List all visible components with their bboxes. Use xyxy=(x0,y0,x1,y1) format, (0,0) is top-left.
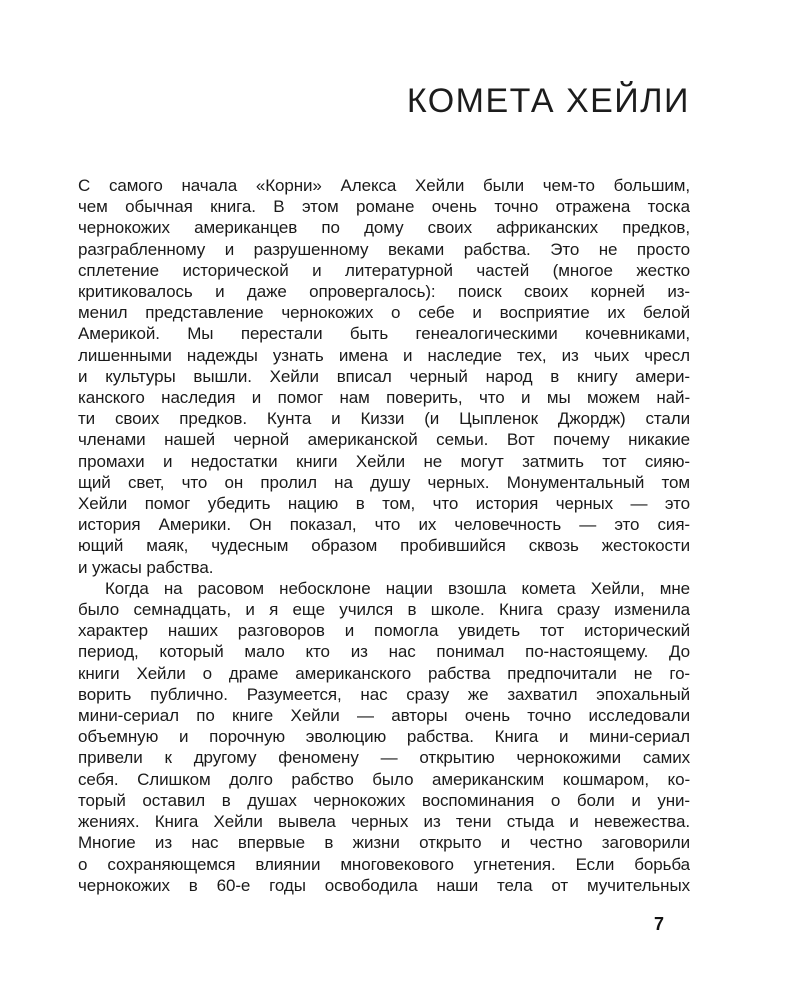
text-line: Хейли помог убедить нацию в том, что история черных — это xyxy=(78,494,690,514)
text-line: было семнадцать, и я еще учился в школе. Книга сразу изменила xyxy=(78,600,690,620)
text-line: разграбленному и разрушенному веками рабства. Это не просто xyxy=(78,239,690,259)
text-line: сплетение исторической и литературной частей (многое жестко xyxy=(78,260,690,280)
text-line: ворить публично. Разумеется, нас сразу же захватил эпохальный xyxy=(78,684,690,704)
text-line: мини-сериал по книге Хейли — авторы очень точно исследовали xyxy=(78,706,690,726)
text-line: себя. Слишком долго рабство было американским кошмаром, ко- xyxy=(78,769,690,789)
text-line: менил представление чернокожих о себе и восприятие их белой xyxy=(78,303,690,323)
text-line: о сохраняющемся влиянии многовекового угнетения. Если борьба xyxy=(78,854,690,874)
text-line: ющий маяк, чудесным образом пробившийся сквозь жестокости xyxy=(78,536,690,556)
body-text xyxy=(78,175,690,896)
text-line: торый оставил в душах чернокожих воспоминания о боли и уни- xyxy=(78,790,690,810)
paragraph xyxy=(78,175,690,578)
page-number: 7 xyxy=(653,914,664,934)
text-line: жениях. Книга Хейли вывела черных из тени стыда и невежества. xyxy=(78,812,690,832)
text-line: Америкой. Мы перестали быть генеалогическими кочевниками, xyxy=(78,324,690,344)
text-line: объемную и порочную эволюцию рабства. Книга и мини-сериал xyxy=(78,727,690,747)
text-line: история Америки. Он показал, что их человечность — это сия- xyxy=(78,515,690,535)
text-line: и ужасы рабства. xyxy=(78,557,214,577)
text-line: Многие из нас впервые в жизни открыто и честно заговорили xyxy=(78,833,690,853)
text-line: С самого начала «Корни» Алекса Хейли были чем-то большим, xyxy=(78,176,690,195)
text-line: чернокожих американцев по дому своих африканских предков, xyxy=(78,218,690,238)
text-line: канского наследия и помог нам поверить, что и мы можем най- xyxy=(78,388,690,408)
text-line: книги Хейли о драме американского рабства предпочитали не го- xyxy=(78,663,690,683)
text-line: и культуры вышли. Хейли вписал черный народ в книгу амери- xyxy=(78,366,690,386)
chapter-title: КОМЕТА ХЕЙЛИ xyxy=(406,82,690,120)
text-line: чем обычная книга. В этом романе очень точно отражена тоска xyxy=(78,197,690,217)
text-line: характер наших разговоров и помогла увидеть тот исторический xyxy=(78,621,690,641)
text-line: период, который мало кто из нас понимал по-настоящему. До xyxy=(78,642,690,662)
text-line: Когда на расовом небосклоне нации взошла комета Хейли, мне xyxy=(105,578,690,598)
text-line: лишенными надежды узнать имена и наследие тех, из чьих чресл xyxy=(78,345,690,365)
text-line: членами нашей черной американской семьи. Вот почему никакие xyxy=(78,430,690,450)
text-line: чернокожих в 60-е годы освободила наши тела от мучительных xyxy=(78,875,690,895)
text-line: промахи и недостатки книги Хейли не могут затмить тот сияю- xyxy=(78,451,690,471)
text-line: критиковалось и даже опровергалось): поиск своих корней из- xyxy=(78,282,690,302)
text-line: щий свет, что он пролил на душу черных. Монументальный том xyxy=(78,472,690,492)
text-line: ти своих предков. Кунта и Киззи (и Цыпленок Джордж) стали xyxy=(78,409,690,429)
text-line: привели к другому феномену — открытию чернокожими самих xyxy=(78,748,690,768)
paragraph xyxy=(78,578,690,896)
